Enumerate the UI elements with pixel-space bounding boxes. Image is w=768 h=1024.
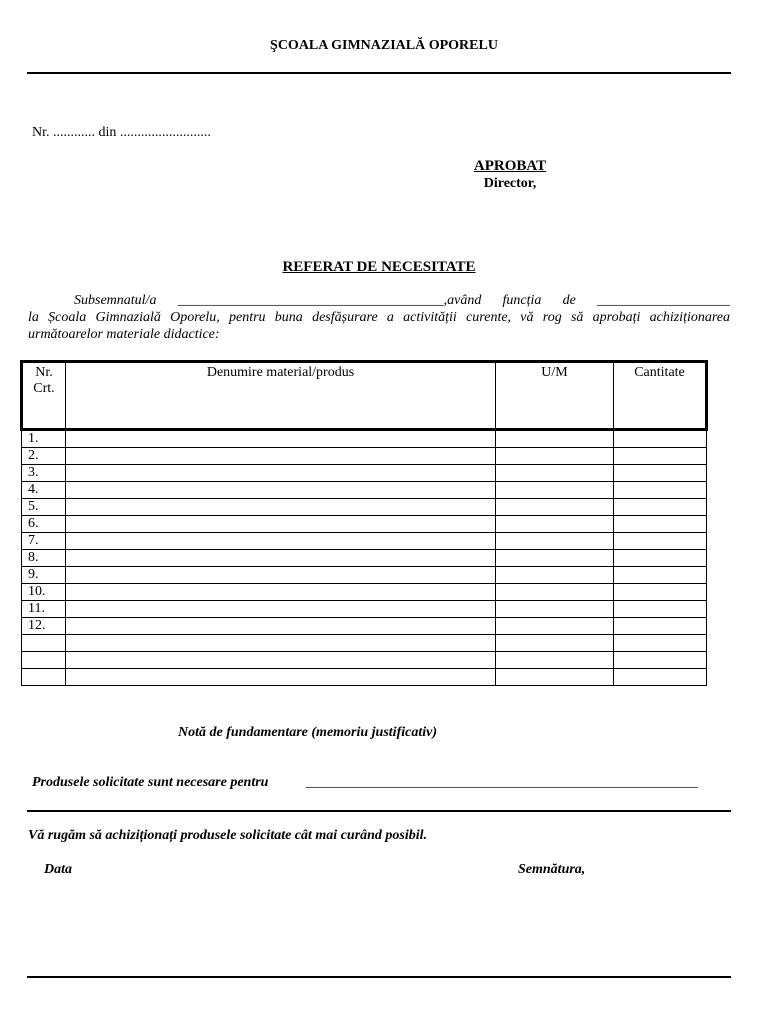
table-row [22,601,707,618]
row-number: 11. [22,601,66,618]
row-unit-cell [496,448,614,465]
row-quantity-cell [614,669,707,686]
row-unit-cell [496,635,614,652]
row-unit-cell [496,601,614,618]
row-quantity-cell [614,448,707,465]
row-number: 8. [22,550,66,567]
row-quantity-cell [614,584,707,601]
row-quantity-cell [614,465,707,482]
row-name-cell [66,550,496,567]
row-quantity-cell [614,567,707,584]
intro-line-2: la Școala Gimnazială Oporelu, pentru buna desfășurare a activității curente, vă rog să aprobați achiziționarea [28,310,730,325]
row-unit-cell [496,550,614,567]
row-unit-cell [496,618,614,635]
row-number: 7. [22,533,66,550]
table-header-row [22,362,707,430]
table-row [22,652,707,669]
row-number [22,635,66,652]
row-unit-cell [496,669,614,686]
document-title: REFERAT DE NECESITATE [282,259,476,275]
row-quantity-cell [614,533,707,550]
row-unit-cell [496,567,614,584]
request-text: Vă rugăm să achiziționați produsele solicitate cât mai curând posibil. [28,828,428,843]
row-unit-cell [496,533,614,550]
row-unit-cell [496,482,614,499]
table-row [22,550,707,567]
table-row [22,669,707,686]
row-name-cell [66,601,496,618]
note-divider [27,810,731,812]
note-title: Notă de fundamentare (memoriu justificativ) [178,725,437,740]
row-name-cell [66,635,496,652]
row-number: 6. [22,516,66,533]
row-name-cell [66,652,496,669]
row-number: 3. [22,465,66,482]
row-name-cell [66,448,496,465]
row-number: 9. [22,567,66,584]
row-number: 5. [22,499,66,516]
footer-divider [27,976,731,978]
row-unit-cell [496,499,614,516]
row-number [22,652,66,669]
table-row [22,567,707,584]
row-quantity-cell [614,516,707,533]
col-header-nr: Nr. Crt. [22,362,66,430]
row-name-cell [66,669,496,686]
registration-number: Nr. ............ din .......................... [32,125,211,140]
col-header-quantity: Cantitate [614,362,707,430]
signature-label: Semnătura, [518,862,586,877]
intro-line-1: Subsemnatul/a ______________________________________,având funcția de ___________________ [74,293,730,308]
row-number: 12. [22,618,66,635]
row-number: 1. [22,430,66,448]
row-quantity-cell [614,499,707,516]
table-row [22,584,707,601]
row-quantity-cell [614,482,707,499]
row-quantity-cell [614,601,707,618]
table-row [22,482,707,499]
table-row [22,448,707,465]
table-row [22,516,707,533]
table-row [22,499,707,516]
table-row [22,430,707,448]
row-quantity-cell [614,618,707,635]
row-name-cell [66,618,496,635]
row-name-cell [66,430,496,448]
row-name-cell [66,533,496,550]
table-row [22,618,707,635]
row-name-cell [66,567,496,584]
approved-label: APROBAT [473,158,547,174]
row-unit-cell [496,584,614,601]
col-header-name: Denumire material/produs [66,362,496,430]
director-label: Director, [483,176,537,191]
row-unit-cell [496,652,614,669]
materials-table [20,360,708,686]
row-number: 4. [22,482,66,499]
row-number: 10. [22,584,66,601]
row-number: 2. [22,448,66,465]
row-name-cell [66,516,496,533]
row-quantity-cell [614,635,707,652]
table-row [22,635,707,652]
table-row [22,465,707,482]
row-name-cell [66,465,496,482]
row-unit-cell [496,465,614,482]
products-blank-line: ________________________________________________________ [306,775,698,790]
school-name: ŞCOALA GIMNAZIALĂ OPORELU [270,38,498,53]
header-divider [27,72,731,74]
row-unit-cell [496,430,614,448]
row-quantity-cell [614,652,707,669]
row-unit-cell [496,516,614,533]
date-label: Data [44,862,72,877]
intro-line-3: următoarelor materiale didactice: [28,327,220,342]
intro-paragraph [28,292,730,343]
row-name-cell [66,482,496,499]
col-header-unit: U/M [496,362,614,430]
row-name-cell [66,584,496,601]
row-quantity-cell [614,430,707,448]
table-row [22,533,707,550]
row-quantity-cell [614,550,707,567]
row-name-cell [66,499,496,516]
products-label: Produsele solicitate sunt necesare pentru [32,775,269,790]
row-number [22,669,66,686]
